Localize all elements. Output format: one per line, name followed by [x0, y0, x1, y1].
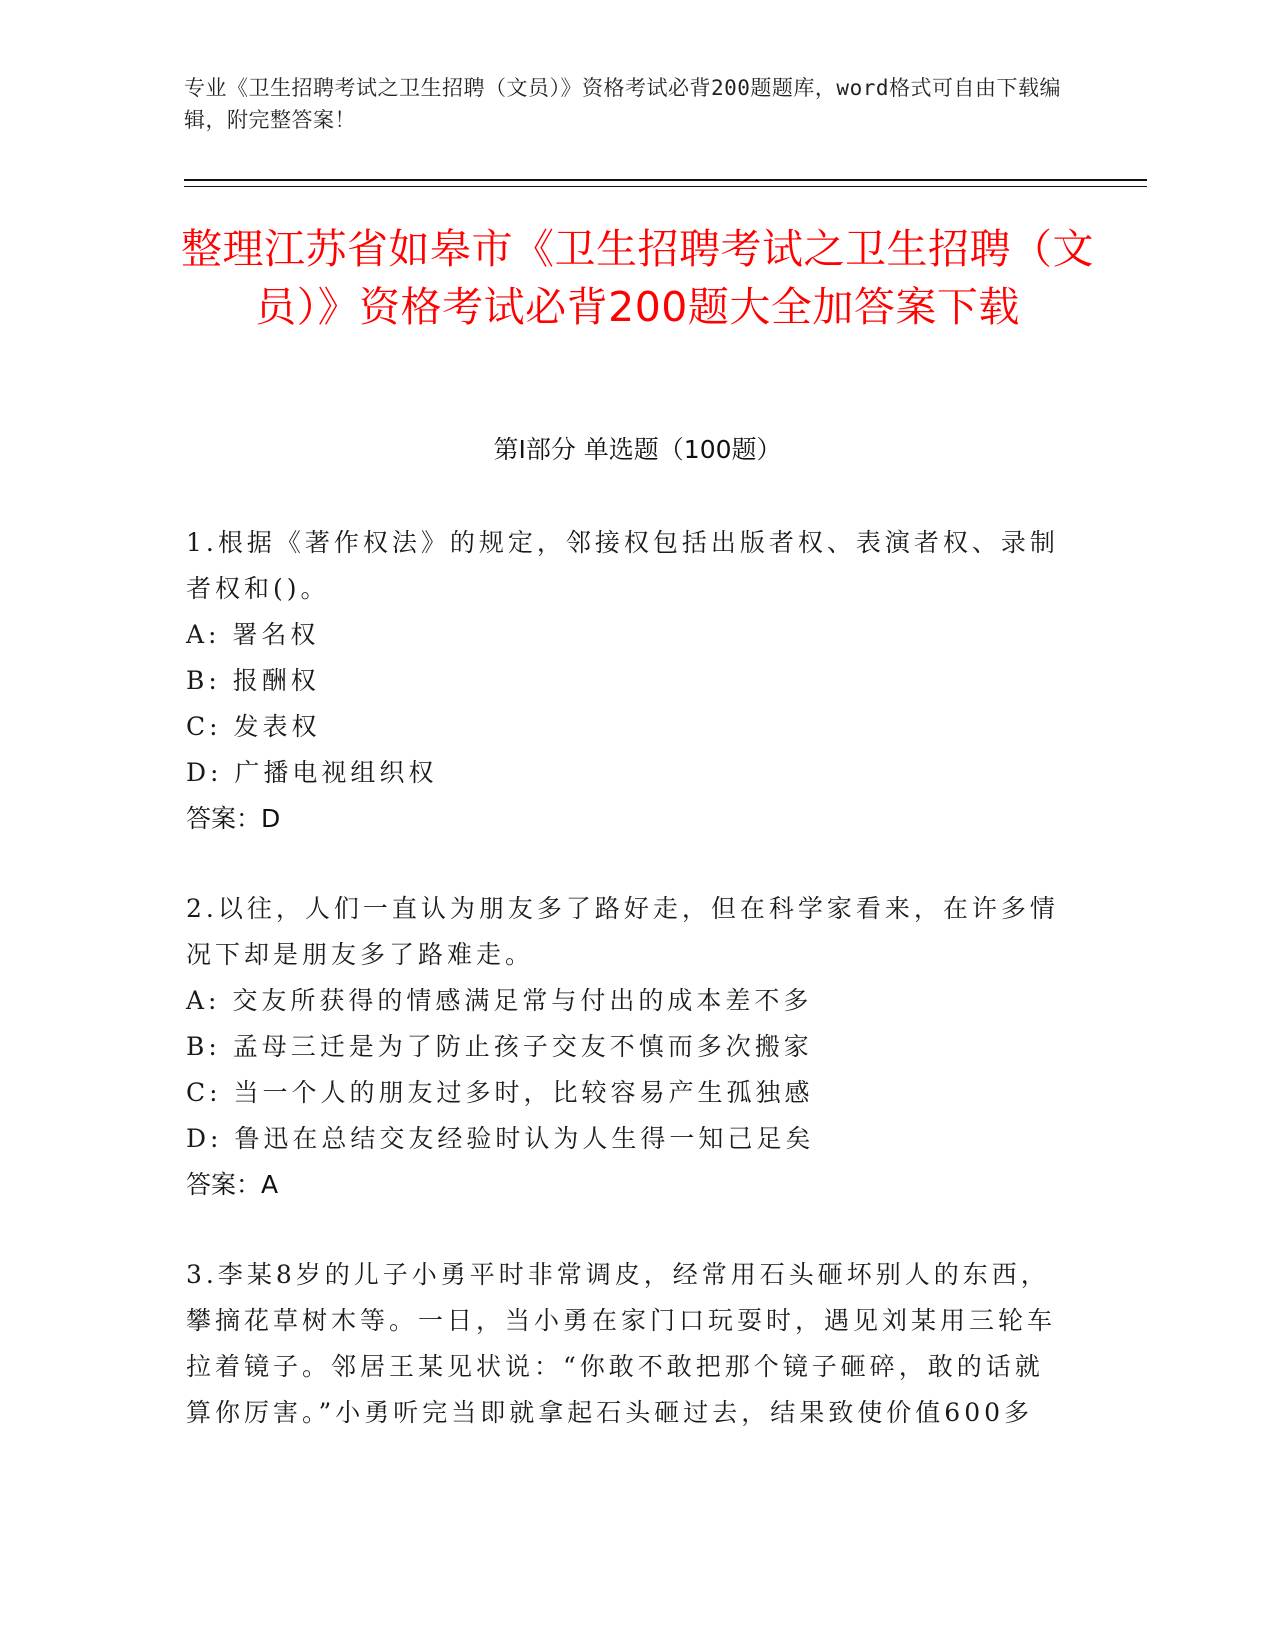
option-b: B: 报酬权: [186, 666, 320, 695]
option-a: A: 交友所获得的情感满足常与付出的成本差不多: [186, 986, 813, 1015]
answer-line: 答案：A: [186, 1170, 279, 1199]
document-title: 整理江苏省如皋市《卫生招聘考试之卫生招聘（文员）》资格考试必背200题大全加答案下载: [181, 225, 1094, 331]
question-stem: 1.根据《著作权法》的规定，邻接权包括出版者权、表演者权、录制者权和()。: [186, 528, 1059, 603]
option-d: D: 广播电视组织权: [186, 758, 438, 787]
option-c: C: 发表权: [186, 712, 321, 741]
question-item: [186, 886, 1066, 1208]
header-rule-thick: [184, 179, 1147, 181]
header-rule-thin: [184, 186, 1147, 187]
question-item: [186, 520, 1066, 842]
question-stem: 2.以往，人们一直认为朋友多了路好走，但在科学家看来，在许多情况下却是朋友多了路难走。: [186, 894, 1059, 969]
header-note: 专业《卫生招聘考试之卫生招聘（文员）》资格考试必背200题题库，word格式可自由下载编辑，附完整答案！: [184, 76, 1061, 132]
option-a: A: 署名权: [186, 620, 320, 649]
question-stem: 3.李某8岁的儿子小勇平时非常调皮，经常用石头砸坏别人的东西，攀摘花草树木等。一日，当小勇在家门口玩耍时，遇见刘某用三轮车拉着镜子。邻居王某见状说：“你敢不敢把那个镜子砸碎，敢的话就算你厉害。”小勇听完当即就拿起石头砸过去，结果致使价值600多: [186, 1260, 1057, 1427]
question-list: [186, 520, 1066, 1480]
option-d: D: 鲁迅在总结交友经验时认为人生得一知己足矣: [186, 1124, 815, 1153]
question-item: [186, 1252, 1066, 1436]
option-c: C: 当一个人的朋友过多时，比较容易产生孤独感: [186, 1078, 814, 1107]
section-title: 第Ⅰ部分 单选题（100题）: [493, 435, 782, 464]
option-b: B: 孟母三迁是为了防止孩子交友不慎而多次搬家: [186, 1032, 813, 1061]
answer-line: 答案：D: [186, 804, 281, 833]
